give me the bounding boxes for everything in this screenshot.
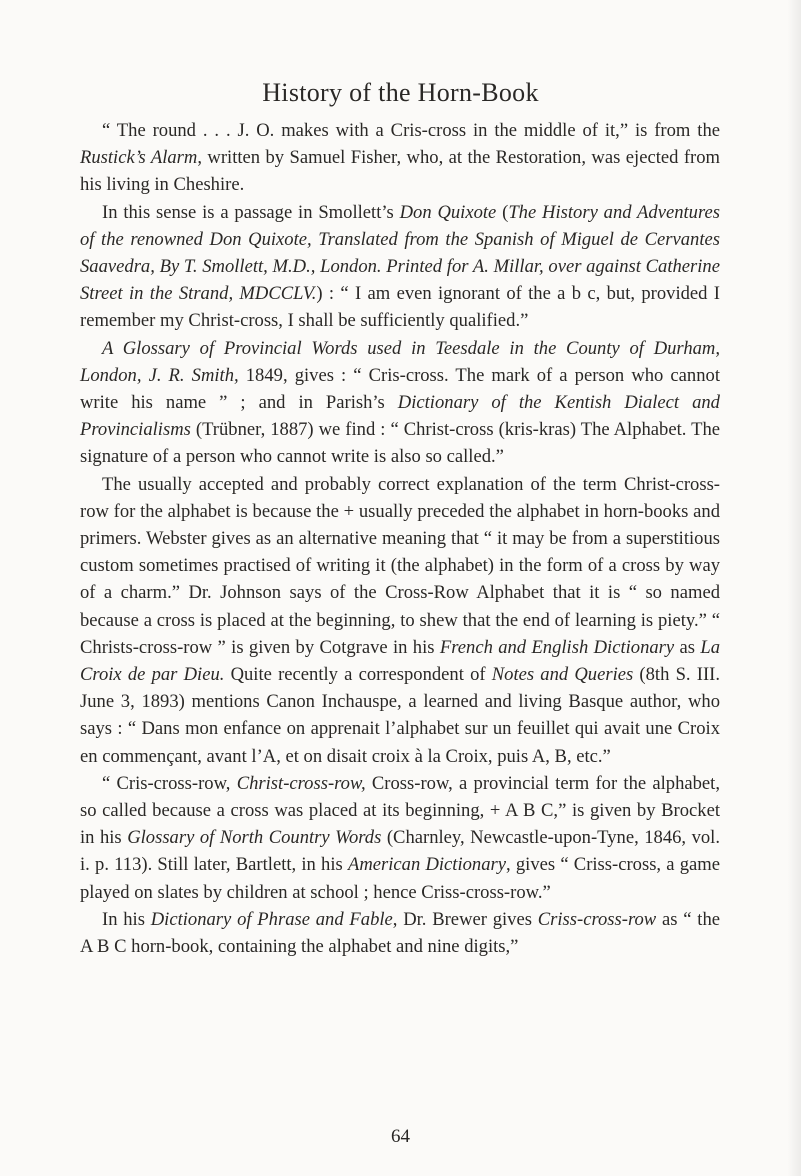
text-run: , gives “ Criss-cross, a game played on slates by children at school ; hence Criss-cross-row.” (80, 854, 721, 903)
page-edge-shadow (787, 0, 801, 1176)
italic-text-run: French and English Dictionary (439, 636, 675, 658)
body-text (80, 117, 720, 960)
italic-text-run: Criss-cross-row (537, 908, 657, 930)
paragraph (80, 335, 720, 471)
text-run: as (674, 636, 701, 658)
italic-text-run: Dictionary of the Kentish Dialect and Provincialisms (80, 392, 720, 441)
text-run: ) : “ I am even ignorant of the a b c, but, provided I remember my Christ-cross, I shall be sufficiently qualified.” (80, 283, 720, 332)
text-run: ( (496, 201, 509, 223)
text-run: Quite recently a correspondent of (224, 664, 492, 686)
text-run: , written by Samuel Fisher, who, at the Restoration, was ejected from his living in Cheshire. (80, 147, 720, 196)
paragraph (80, 906, 720, 960)
paragraph (80, 471, 720, 770)
text-run: as “ the A B C horn-book, containing the alphabet and nine digits,” (80, 908, 720, 958)
text-run: 1849, gives : “ Cris-cross. The mark of a person who cannot write his name ” ; and in Parish’s (80, 364, 720, 414)
paragraph (80, 117, 720, 199)
italic-text-run: The History and Adventures of the renowned Don Quixote, Translated from the Spanish of Miguel de Cervantes Saavedra, By T. Smollett, M.D., London. Printed for A. Millar, over against Catherine Street in the Strand, MDCCLV. (80, 201, 720, 305)
text-run: (Trübner, 1887) we find : “ Christ-cross (kris-kras) The Alphabet. The signature of a person who cannot write is also so called.” (80, 419, 720, 468)
italic-text-run: A Glossary of Provincial Words used in Teesdale in the County of Durham, London, J. R. Smith, (80, 337, 720, 386)
text-run: The usually accepted and probably correct explanation of the term Christ-cross-row for the alphabet is because the + usually preceded the alphabet in horn-books and primers. Webster gives as an alternative meaning that “ it may be from a superstitious custom sometimes practised of writing it (the alphabet) in the form of a cross by way of a charm.” Dr. Johnson says of the Cross-Row Alphabet that it is “ so named because a cross is placed at the beginning, to shew that the end of learning is piety.” “ Christs-cross-row ” is given by Cotgrave in his (80, 473, 720, 658)
italic-text-run: American Dictionary (347, 854, 507, 876)
text-run: “ The round . . . J. O. makes with a Cris-cross in the middle of it,” is from the (102, 120, 720, 141)
italic-text-run: Dictionary of Phrase and Fable (150, 908, 393, 930)
text-run: (8th S. III. June 3, 1893) mentions Canon Inchauspe, a learned and living Basque author, who says : “ Dans mon enfance on apprenait l’alphabet sur un feuillet qui avait une Croix en commençant, avant l’A, et on disait croix à la Croix, puis A, B, etc.” (80, 664, 720, 767)
paragraph (80, 199, 720, 335)
page-number: 64 (391, 1126, 410, 1147)
text-run: In his (102, 908, 151, 930)
italic-text-run: Christ-cross-row, (236, 772, 366, 794)
text-run: Cross-row, a provincial term for the alphabet, so called because a cross was placed at its beginning, + A B C,” is given by Brocket in his (80, 772, 720, 849)
text-run: , Dr. Brewer gives (392, 908, 538, 930)
running-head: History of the Horn-Book (262, 78, 539, 107)
italic-text-run: La Croix de par Dieu. (80, 636, 720, 686)
text-run: (Charnley, Newcastle-upon-Tyne, 1846, vol. i. p. 113). Still later, Bartlett, in his (80, 827, 720, 876)
italic-text-run: Rustick’s Alarm (80, 147, 198, 169)
italic-text-run: Notes and Queries (491, 664, 634, 686)
paragraph (80, 770, 720, 906)
italic-text-run: Don Quixote (399, 201, 497, 223)
text-run: “ Cris-cross-row, (102, 772, 237, 794)
italic-text-run: Glossary of North Country Words (127, 827, 382, 849)
text-run: In this sense is a passage in Smollett’s (102, 201, 400, 223)
